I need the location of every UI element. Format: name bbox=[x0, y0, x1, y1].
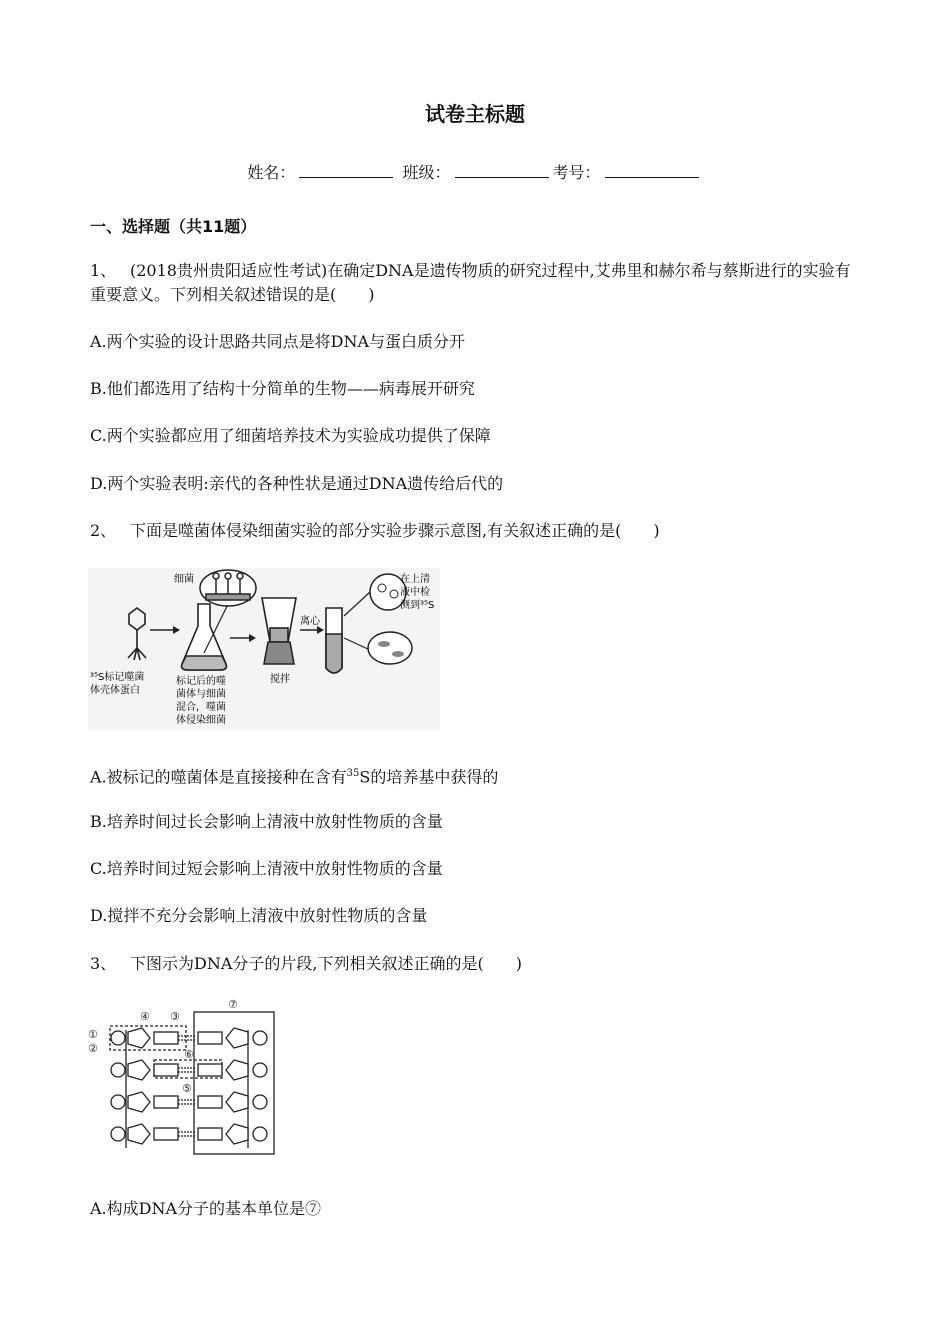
label-centrifuge: 离心 bbox=[300, 616, 320, 627]
test-tube-icon bbox=[326, 608, 342, 673]
row-3 bbox=[111, 1092, 267, 1112]
name-blank[interactable] bbox=[299, 163, 393, 178]
student-info bbox=[0, 160, 950, 183]
class-label: 班级： bbox=[402, 163, 451, 182]
question-3 bbox=[90, 952, 860, 976]
exam-no-blank[interactable] bbox=[605, 163, 699, 178]
q1-option-b: B.他们都选用了结构十分简单的生物——病毒展开研究 bbox=[90, 379, 475, 398]
label-detect: 在上清 液中检 测到³⁵S bbox=[400, 574, 435, 611]
row-4 bbox=[111, 1124, 267, 1144]
q1-option-a: A.两个实验的设计思路共同点是将DNA与蛋白质分开 bbox=[90, 332, 466, 351]
label-phage: ³⁵S标记噬菌 体壳体蛋白 bbox=[90, 672, 145, 696]
q3-option-a: A.构成DNA分子的基本单位是⑦ bbox=[90, 1199, 322, 1218]
phage-experiment-figure bbox=[88, 568, 440, 730]
q2-option-a: A.被标记的噬菌体是直接接种在含有$^{35}$S的培养基中获得的 bbox=[90, 767, 499, 787]
name-label: 姓名： bbox=[247, 163, 296, 182]
marker-6: ⑥ bbox=[184, 1048, 194, 1061]
question-number: 2、 bbox=[90, 521, 117, 540]
q1-option-c: C.两个实验都应用了细菌培养技术为实验成功提供了保障 bbox=[90, 426, 491, 445]
question-2 bbox=[90, 519, 860, 543]
question-1 bbox=[90, 259, 860, 307]
marker-1: ① bbox=[88, 1028, 98, 1041]
label-bacteria: 细菌 bbox=[174, 574, 194, 585]
marker-4: ④ bbox=[140, 1010, 150, 1023]
question-text: (2018贵州贵阳适应性考试)在确定DNA是遗传物质的研究过程中,艾弗里和赫尔希与蔡斯进行的实验有重要意义。下列相关叙述错误的是( ) bbox=[90, 261, 851, 304]
q1-option-d: D.两个实验表明:亲代的各种性状是通过DNA遗传给后代的 bbox=[90, 474, 504, 493]
label-mix: 标记后的噬 菌体与细菌 混合，噬菌 体侵染细菌 bbox=[176, 676, 226, 726]
class-blank[interactable] bbox=[455, 163, 549, 178]
zoom-circle bbox=[200, 570, 256, 606]
marker-3: ③ bbox=[170, 1010, 180, 1023]
bacterium-2 bbox=[392, 651, 404, 657]
row-2 bbox=[111, 1060, 267, 1080]
row-1 bbox=[111, 1028, 267, 1048]
exam-no-label: 考号： bbox=[552, 163, 601, 182]
marker-2: ② bbox=[88, 1042, 98, 1055]
marker-7: ⑦ bbox=[228, 998, 238, 1011]
label-stir: 搅拌 bbox=[270, 674, 290, 685]
q2-option-d: D.搅拌不充分会影响上清液中放射性物质的含量 bbox=[90, 906, 428, 925]
q2-option-b: B.培养时间过长会影响上清液中放射性物质的含量 bbox=[90, 812, 443, 831]
question-text: 下面是噬菌体侵染细菌实验的部分实验步骤示意图,有关叙述正确的是( ) bbox=[130, 521, 660, 540]
section-heading: 一、选择题（共11题） bbox=[90, 217, 257, 236]
question-text: 下图示为DNA分子的片段,下列相关叙述正确的是( ) bbox=[130, 954, 522, 973]
question-number: 3、 bbox=[90, 954, 117, 973]
pellet-circle bbox=[368, 632, 412, 664]
marker-5: ⑤ bbox=[182, 1082, 192, 1095]
bacterium-1 bbox=[378, 641, 390, 647]
question-number: 1、 bbox=[90, 261, 117, 280]
q2-option-c: C.培养时间过短会影响上清液中放射性物质的含量 bbox=[90, 859, 443, 878]
page-title: 试卷主标题 bbox=[425, 102, 525, 126]
dna-fragment-figure bbox=[88, 998, 278, 1158]
